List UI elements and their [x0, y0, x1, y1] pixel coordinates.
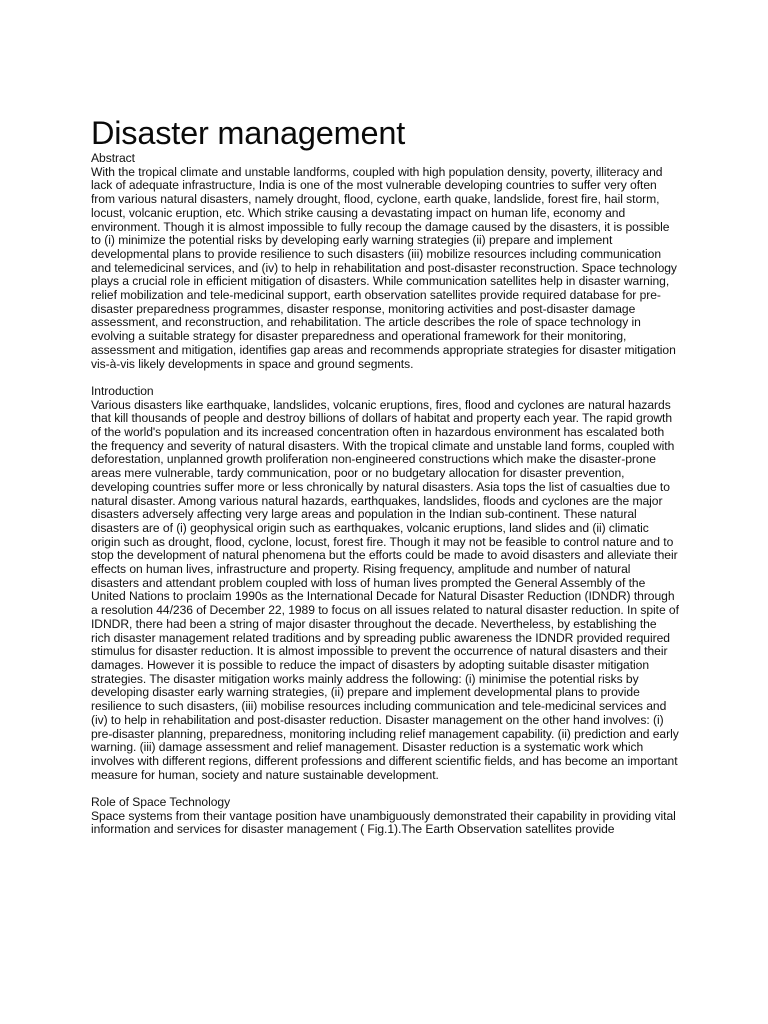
space-technology-paragraph: Space systems from their vantage position have unambiguously demonstrated their capability in providing vital information and services for disaster management ( Fig.1).The Earth Observation satellites provide [91, 808, 676, 837]
abstract-paragraph: With the tropical climate and unstable landforms, coupled with high population density, poverty, illiteracy and lack of adequate infrastructure, India is one of the most vulnerable developing countries to suffer very often from various natural disasters, namely drought, flood, cyclone, earth quake, landslide, forest fire, hail storm, locust, volcanic eruption, etc. Which strike causing a devastating impact on human life, economy and environment. Though it is almost impossible to fully recoup the damage caused by the disasters, it is possible to (i) minimize the potential risks by developing early warning strategies (ii) prepare and implement developmental plans to provide resilience to such disasters (iii) mobilize resources including communication and telemedicinal services, and (iv) to help in rehabilitation and post-disaster reconstruction. Space technology plays a crucial role in efficient mitigation of disasters. While communication satellites help in disaster warning, relief mobilization and tele-medicinal support, earth observation satellites provide required database for pre-disaster preparedness programmes, disaster response, monitoring activities and post-disaster damage assessment, and reconstruction, and rehabilitation. The article describes the role of space technology in evolving a suitable strategy for disaster preparedness and operational framework for their monitoring, assessment and mitigation, identifies gap areas and recommends appropriate strategies for disaster mitigation vis-à-vis likely developments in space and ground segments. [91, 164, 677, 371]
document-title: Disaster management [91, 115, 406, 151]
section-heading-introduction: Introduction [91, 383, 154, 398]
document-page [91, 114, 679, 837]
introduction-section [91, 385, 679, 782]
abstract-section [91, 152, 679, 371]
introduction-paragraph: Various disasters like earthquake, landslides, volcanic eruptions, fires, flood and cyclones are natural hazards that kill thousands of people and destroy billions of dollars of habitat and property each year. The rapid growth of the world's population and its increased concentration often in hazardous environment has escalated both the frequency and severity of natural disasters. With the tropical climate and unstable land forms, coupled with deforestation, unplanned growth proliferation non-engineered constructions which make the disaster-prone areas mere vulnerable, tardy communication, poor or no budgetary allocation for disaster prevention, developing countries suffer more or less chronically by natural disasters. Asia tops the list of casualties due to natural disaster. Among various natural hazards, earthquakes, landslides, floods and cyclones are the major disasters adversely affecting very large areas and population in the Indian sub-continent. These natural disasters are of (i) geophysical origin such as earthquakes, volcanic eruptions, land slides and (ii) climatic origin such as drought, flood, cyclone, locust, forest fire. Though it may not be feasible to control nature and to stop the development of natural phenomena but the efforts could be made to avoid disasters and alleviate their effects on human lives, infrastructure and property. Rising frequency, amplitude and number of natural disasters and attendant problem coupled with loss of human lives prompted the General Assembly of the United Nations to proclaim 1990s as the International Decade for Natural Disaster Reduction (IDNDR) through a resolution 44/236 of December 22, 1989 to focus on all issues related to natural disaster reduction. In spite of IDNDR, there had been a string of major disaster throughout the decade. Nevertheless, by establishing the rich disaster management related traditions and by spreading public awareness the IDNDR provided required stimulus for disaster reduction. It is almost impossible to prevent the occurrence of natural disasters and their damages. However it is possible to reduce the impact of disasters by adopting suitable disaster mitigation strategies. The disaster mitigation works mainly address the following: (i) minimise the potential risks by developing disaster early warning strategies, (ii) prepare and implement developmental plans to provide resilience to such disasters, (iii) mobilise resources including communication and tele-medicinal services and (iv) to help in rehabilitation and post-disaster reduction. Disaster management on the other hand involves: (i) pre-disaster planning, preparedness, monitoring including relief management capability. (ii) prediction and early warning. (iii) damage assessment and relief management. Disaster reduction is a systematic work which involves with different regions, different professions and different scientific fields, and has become an important measure for human, society and nature sustainable development. [91, 397, 679, 782]
section-heading-abstract: Abstract [91, 151, 135, 165]
space-technology-section [91, 796, 679, 837]
section-heading-space-technology: Role of Space Technology [91, 795, 231, 810]
